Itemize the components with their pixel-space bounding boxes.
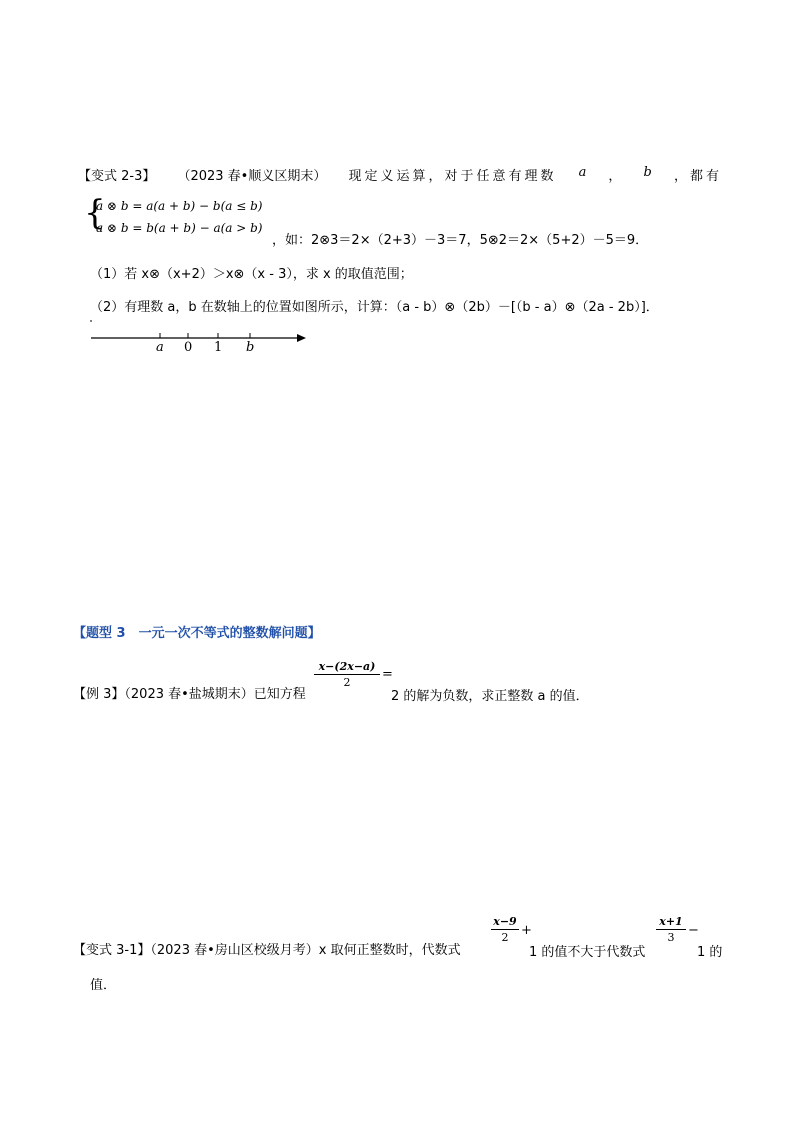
fraction-2-numerator: x+1 [659,915,683,928]
comma: ， [608,169,622,184]
example-3-fraction-numerator: x−(2x−a) [318,660,376,673]
variant-3-1-line [73,939,461,958]
variant-3-1-text1: x 取何正整数时，代数式 [318,943,461,958]
var-b: b [643,165,652,180]
example-3-source: （2023 春•盐城期末） [124,687,254,702]
question-1: （1）若 x⊗（x+2）＞x⊗（x - 3），求 x 的取值范围； [90,267,413,282]
type3-heading: 【题型 3 一元一次不等式的整数解问题】 [73,626,321,641]
piecewise-brace: { [84,193,106,233]
variant-2-3-source: （2023 春•顺义区期末） [177,169,327,184]
variant-3-1-tag: 【变式 3-1】 [73,943,151,958]
plus-sign: + [521,923,532,938]
number-line [88,316,318,360]
variant-3-1-source: （2023 春•房山区校级月考） [150,943,319,958]
number-line-label-0: 0 [184,340,193,355]
example-3-fraction [314,660,380,689]
example-3-text-before: 已知方程 [253,687,306,702]
example-3-line [73,683,306,702]
variant-3-1-fraction-2 [656,915,686,944]
fraction-1-numerator: x−9 [493,915,517,928]
variant-2-3-line1 [78,165,722,184]
minus-sign: − [688,923,699,938]
variant-2-3-intro-end: ，都有 [673,169,722,184]
variant-2-3-intro: 现定义运算，对于任意有理数 [348,169,557,184]
variant-2-3-tag: 【变式 2-3】 [78,169,156,184]
variant-3-1-text3: 1 的 [697,945,723,960]
fraction-2-denominator: 3 [667,931,675,944]
var-a: a [578,165,587,180]
number-line-label-a: a [156,340,164,355]
example-3-equals: = [382,667,393,682]
example-3-text-after: 2 的解为负数，求正整数 a 的值． [391,689,589,704]
piecewise-case-1: a ⊗ b = a(a + b) − b(a ≤ b) [96,199,263,213]
piecewise-case-2: a ⊗ b = b(a + b) − a(a > b) [96,221,263,235]
question-2: （2）有理数 a，b 在数轴上的位置如图所示，计算：（a - b）⊗（2b）－[（b - a）⊗（2a - 2b）]． [90,300,659,315]
number-line-label-b: b [246,340,255,355]
fraction-1-denominator: 2 [501,931,509,944]
number-line-label-1: 1 [214,340,223,355]
example-3-fraction-denominator: 2 [343,676,351,689]
variant-3-1-text2: 1 的值不大于代数式 [529,945,646,960]
variant-3-1-fraction-1 [491,915,519,944]
example-3-tag: 【例 3】 [73,687,125,702]
definition-example: ，如：2⊗3＝2×（2+3）－3＝7，5⊗2＝2×（5+2）－5＝9． [272,233,649,248]
variant-3-1-text4: 值． [90,978,117,993]
number-line-arrow [297,334,306,342]
